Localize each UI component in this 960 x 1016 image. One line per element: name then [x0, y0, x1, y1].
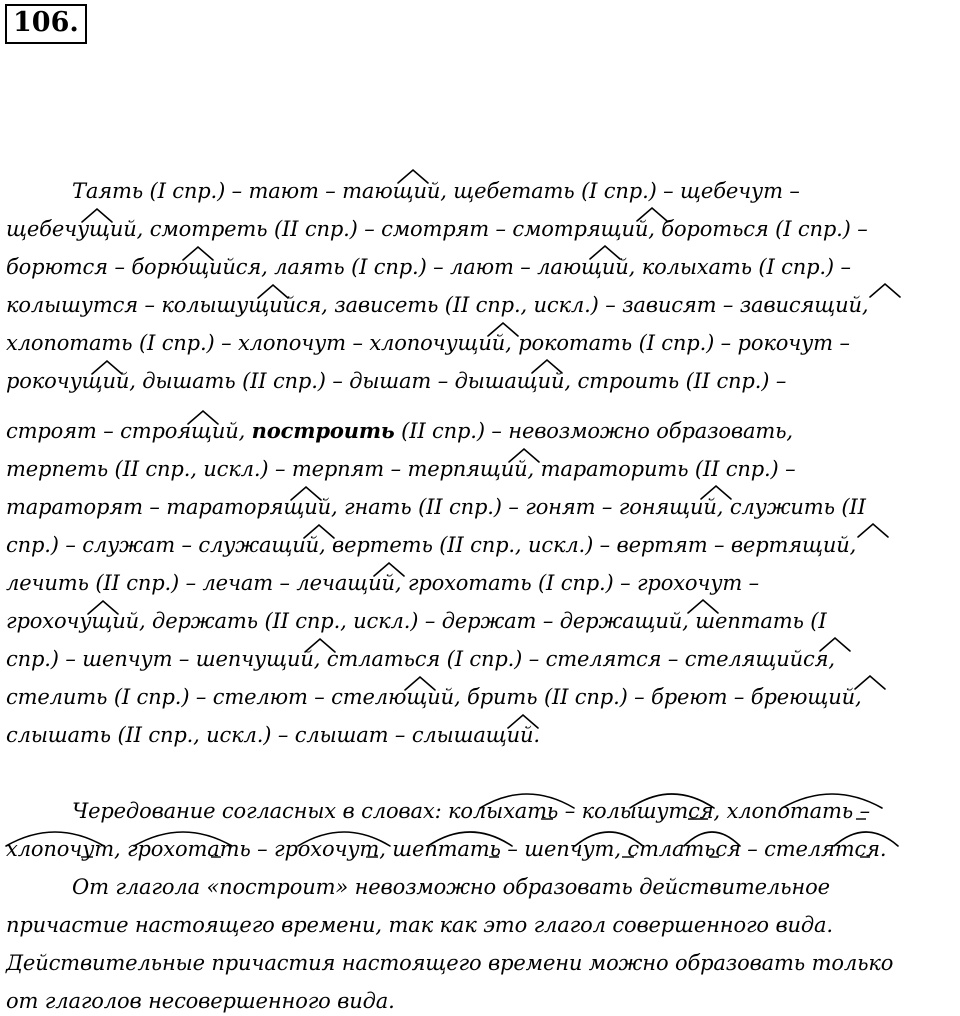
text-fragment: Действительные причастия настоящего времени можно образовать только	[6, 951, 894, 975]
text-line	[72, 178, 800, 204]
text-line	[6, 608, 827, 634]
text-line	[72, 874, 830, 900]
text-line	[6, 912, 833, 938]
text-fragment: рокочущий, дышать (II спр.) – дышат – дышащий, строить (II спр.) –	[6, 369, 787, 393]
text-line	[6, 570, 759, 596]
bold-word: построить	[251, 418, 395, 443]
text-fragment: строят – строящий,	[6, 419, 252, 443]
text-line	[6, 722, 540, 748]
text-fragment: слышать (II спр., искл.) – слышат – слышащий.	[6, 723, 540, 747]
text-fragment: терпеть (II спр., искл.) – терпят – терпящий, тараторить (II спр.) –	[6, 457, 796, 481]
text-fragment: Таять (I спр.) – тают – тающий, щебетать (I спр.) – щебечут –	[72, 179, 800, 203]
text-line	[6, 330, 850, 356]
text-fragment: От глагола «построит» невозможно образовать действительное	[72, 875, 830, 899]
text-fragment: спр.) – служат – служащий, вертеть (II спр., искл.) – вертят – вертящий,	[6, 533, 857, 557]
text-line	[6, 254, 851, 280]
text-line	[6, 532, 856, 558]
text-line	[6, 418, 793, 444]
text-fragment: причастие настоящего времени, так как это глагол совершенного вида.	[6, 913, 833, 937]
suffix-mark	[870, 284, 900, 297]
text-line	[6, 646, 835, 672]
text-fragment: тараторят – тараторящий, гнать (II спр.) – гонят – гонящий, служить (II	[6, 495, 866, 519]
text-line	[6, 950, 893, 976]
text-line	[6, 368, 786, 394]
text-line	[6, 456, 795, 482]
text-fragment: спр.) – шепчут – шепчущий, стлаться (I спр.) – стелятся – стелящийся,	[6, 647, 835, 671]
text-fragment: борются – борющийся, лаять (I спр.) – лают – лающий, колыхать (I спр.) –	[6, 255, 851, 279]
text-line	[6, 216, 868, 242]
text-fragment: от глаголов несовершенного вида.	[6, 989, 395, 1013]
text-line	[72, 798, 870, 824]
text-fragment: (II спр.) – невозможно образовать,	[394, 419, 793, 443]
suffix-mark	[858, 524, 888, 537]
text-line	[6, 292, 868, 318]
text-fragment: хлопотать (I спр.) – хлопочут – хлопочущий, рокотать (I спр.) – рокочут –	[6, 331, 850, 355]
text-fragment: щебечущий, смотреть (II спр.) – смотрят – смотрящий, бороться (I спр.) –	[6, 217, 868, 241]
text-fragment: хлопочут, грохотать – грохочут, шептать – шепчут, стлаться – стелятся.	[6, 837, 887, 861]
text-line	[6, 494, 866, 520]
text-line	[6, 836, 886, 862]
text-fragment: Чередование согласных в словах: колыхать – колышутся, хлопотать –	[72, 799, 870, 823]
text-fragment: колышутся – колышущийся, зависеть (II спр., искл.) – зависят – зависящий,	[6, 293, 869, 317]
text-fragment: лечить (II спр.) – лечат – лечащий, грохотать (I спр.) – грохочут –	[6, 571, 759, 595]
text-line	[6, 684, 862, 710]
text-line	[6, 988, 395, 1014]
text-fragment: стелить (I спр.) – стелют – стелющий, брить (II спр.) – бреют – бреющий,	[6, 685, 862, 709]
text-fragment: грохочущий, держать (II спр., искл.) – держат – держащий, шептать (I	[6, 609, 827, 633]
exercise-number: 106.	[5, 4, 87, 44]
